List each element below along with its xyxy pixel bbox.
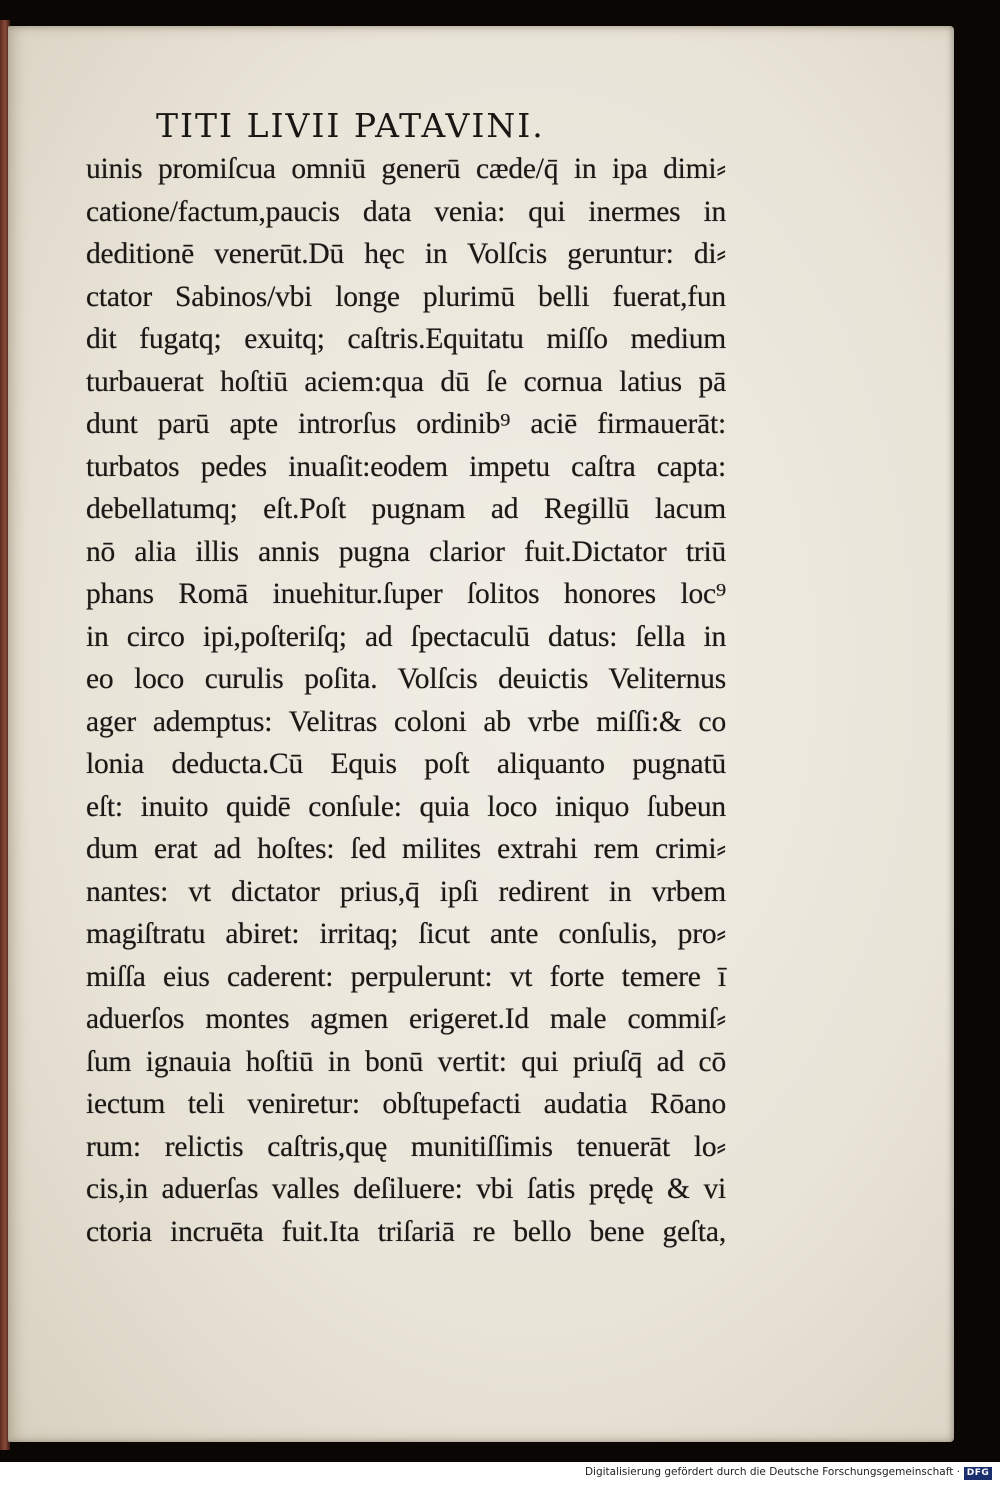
footer-bar: [0, 1462, 1000, 1486]
dfg-logo: DFG: [964, 1467, 992, 1480]
text-line: eſt: inuito quidē conſule: quia loco iniquo ſubeun: [86, 790, 726, 823]
text-line: catione/factum,paucis data venia: qui inermes in: [86, 195, 726, 228]
text-line: rum: relictis caſtris,quę munitiſſimis tenuerāt lo⸗: [86, 1130, 726, 1163]
text-line: nantes: vt dictator prius,q̄ ipſi redirent in vrbem: [86, 875, 726, 908]
text-line: uinis promiſcua omniū generū cæde/q̄ in ipa dimi⸗: [86, 153, 726, 185]
text-block: [86, 148, 726, 1253]
text-line: cis,in aduerſas valles deſiluere: vbi ſatis prędę & vi: [86, 1173, 726, 1205]
text-line: phans Romā inuehitur.ſuper ſolitos honores loc⁹: [86, 578, 726, 610]
text-line: magiſtratu abiret: irritaq; ſicut ante conſulis, pro⸗: [86, 918, 726, 950]
text-line: deditionē venerūt.Dū hęc in Volſcis geruntur: di⸗: [86, 238, 726, 270]
text-line: iectum teli veniretur: obſtupefacti audatia Rōano: [86, 1088, 726, 1120]
running-head: TITI LIVII PATAVINI.: [156, 106, 545, 145]
text-line: ctoria incruēta fuit.Ita triſariā re bello bene geſta,: [86, 1215, 726, 1248]
text-line: lonia deducta.Cū Equis poſt aliquanto pugnatū: [86, 748, 726, 780]
text-line: miſſa eius caderent: perpulerunt: vt forte temere ī: [86, 960, 726, 993]
text-line: aduerſos montes agmen erigeret.Id male commiſ⸗: [86, 1003, 726, 1035]
text-line: ſum ignauia hoſtiū in bonū vertit: qui priuſq̄ ad cō: [86, 1045, 726, 1078]
text-line: turbatos pedes inuaſit:eodem impetu caſtra capta:: [86, 450, 726, 483]
text-line: dum erat ad hoſtes: ſed milites extrahi rem crimi⸗: [86, 833, 726, 865]
text-line: turbauerat hoſtiū aciem:qua dū ſe cornua latius pā: [86, 365, 726, 398]
text-line: nō alia illis annis pugna clarior fuit.Dictator triū: [86, 535, 726, 568]
text-line: dit fugatq; exuitq; caſtris.Equitatu miſſo medium: [86, 323, 726, 355]
text-line: ctator Sabinos/vbi longe plurimū belli fuerat,fun: [86, 280, 726, 313]
funding-credit: Digitalisierung gefördert durch die Deutsche Forschungsgemeinschaft ·: [584, 1466, 960, 1478]
text-line: eo loco curulis poſita. Volſcis deuictis Veliternus: [86, 663, 726, 695]
text-line: dunt parū apte introrſus ordinib⁹ aciē firmauerāt:: [86, 408, 726, 440]
text-line: debellatumq; eſt.Poſt pugnam ad Regillū lacum: [86, 493, 726, 525]
text-line: ager ademptus: Velitras coloni ab vrbe miſſi:& co: [86, 705, 726, 738]
text-line: in circo ipi,poſteriſq; ad ſpectaculū datus: ſella in: [86, 620, 726, 653]
